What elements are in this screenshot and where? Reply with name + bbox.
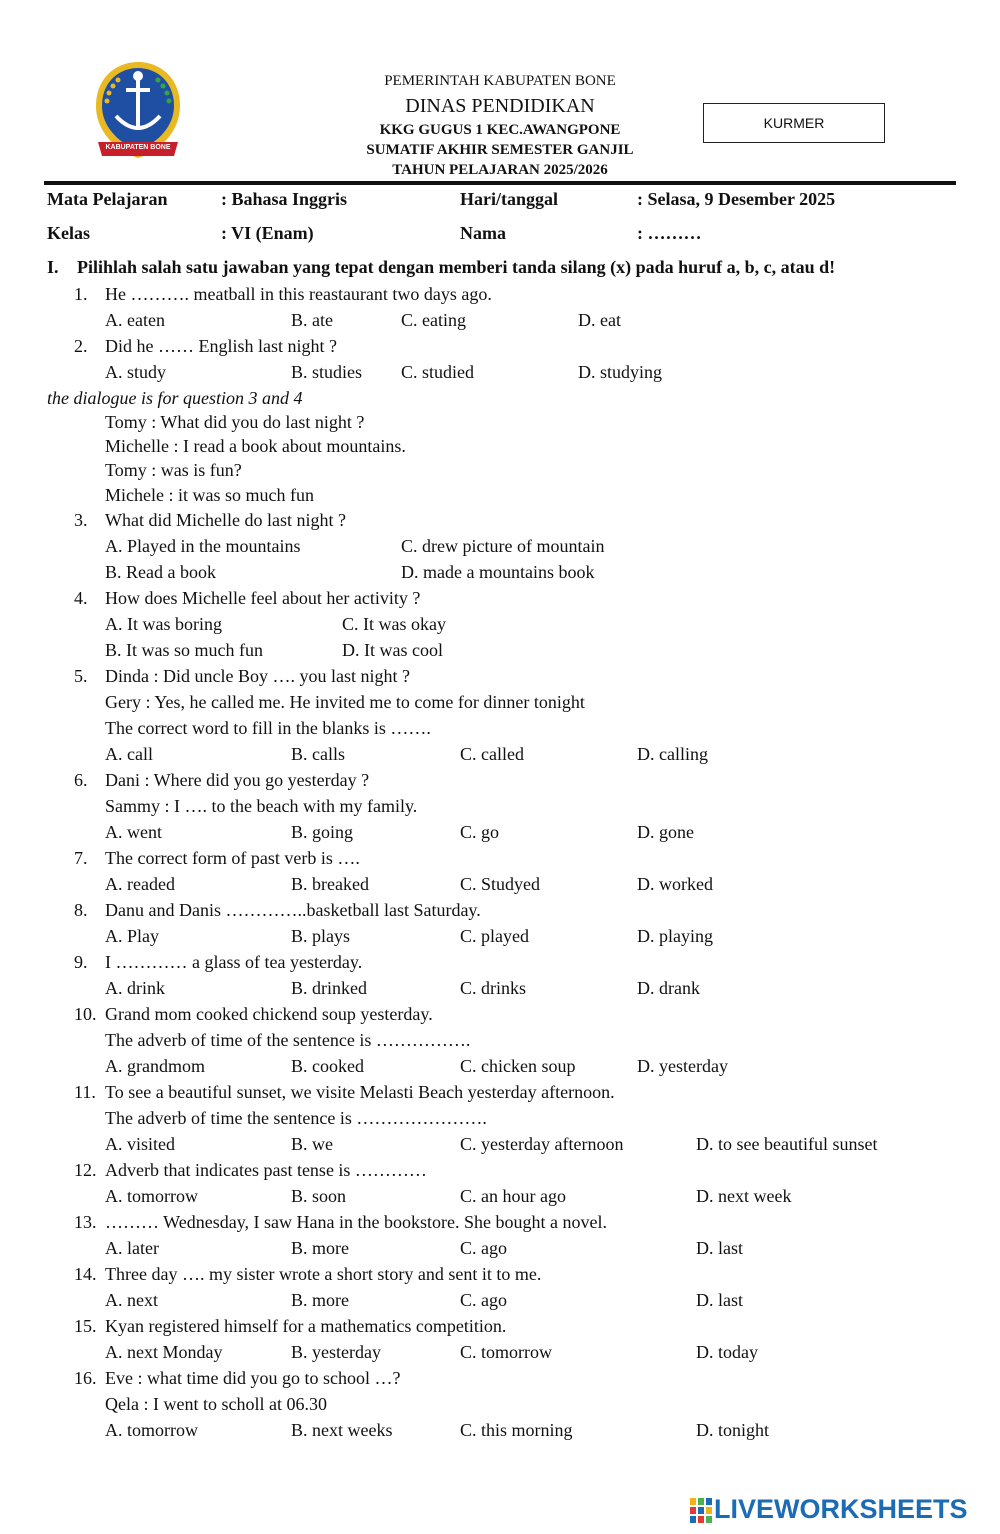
section-instruction bbox=[47, 257, 835, 278]
question-9: 9. I ………… a glass of tea yesterday. bbox=[74, 952, 363, 972]
question-10-options bbox=[0, 1055, 1000, 1077]
header-department: DINAS PENDIDIKAN bbox=[405, 95, 595, 117]
section-number: I. bbox=[47, 257, 59, 277]
question-6-options bbox=[0, 821, 1000, 843]
question-16-line: Qela : I went to scholl at 06.30 bbox=[105, 1394, 327, 1414]
instruction-text: Pilihlah salah satu jawaban yang tepat dengan memberi tanda silang (x) pada huruf a, b, c, atau d! bbox=[77, 257, 836, 277]
option-d[interactable]: D. yesterday bbox=[637, 1056, 728, 1076]
question-6-line: Sammy : I …. to the beach with my family. bbox=[105, 796, 418, 816]
option-a[interactable]: A. went bbox=[105, 822, 162, 842]
question-15-options bbox=[0, 1341, 1000, 1363]
option-d[interactable]: D. calling bbox=[637, 744, 708, 764]
option-d[interactable]: D. eat bbox=[578, 310, 621, 330]
option-b[interactable]: B. we bbox=[291, 1134, 333, 1154]
option-c[interactable]: C. eating bbox=[401, 310, 466, 330]
header-government: PEMERINTAH KABUPATEN BONE bbox=[384, 73, 616, 89]
option-a[interactable]: A. next Monday bbox=[105, 1342, 223, 1362]
header-cluster: KKG GUGUS 1 KEC.AWANGPONE bbox=[379, 122, 621, 138]
option-d[interactable]: D. drank bbox=[637, 978, 700, 998]
subject-value: : Bahasa Inggris bbox=[221, 189, 348, 209]
dialogue-line: Tomy : was is fun? bbox=[105, 460, 242, 480]
option-d[interactable]: D. last bbox=[696, 1290, 743, 1310]
class-value: : VI (Enam) bbox=[221, 223, 314, 243]
option-d[interactable]: D. last bbox=[696, 1238, 743, 1258]
option-a[interactable]: A. later bbox=[105, 1238, 159, 1258]
option-c[interactable]: C. an hour ago bbox=[460, 1186, 566, 1206]
liveworksheets-watermark bbox=[690, 1493, 990, 1527]
question-4-options-row1 bbox=[0, 613, 1000, 635]
option-c[interactable]: C. ago bbox=[460, 1290, 507, 1310]
option-d[interactable]: D. made a mountains book bbox=[401, 562, 595, 582]
option-a[interactable]: A. It was boring bbox=[105, 614, 222, 634]
option-d[interactable]: D. worked bbox=[637, 874, 713, 894]
option-a[interactable]: A. call bbox=[105, 744, 153, 764]
name-field[interactable]: : ……… bbox=[637, 223, 702, 243]
option-a[interactable]: A. next bbox=[105, 1290, 158, 1310]
question-9-options bbox=[0, 977, 1000, 999]
date-label: Hari/tanggal bbox=[460, 189, 558, 209]
dialogue-line: Tomy : What did you do last night ? bbox=[105, 412, 365, 432]
liveworksheets-logo-icon bbox=[690, 1498, 712, 1524]
question-8-options bbox=[0, 925, 1000, 947]
option-b[interactable]: B. next weeks bbox=[291, 1420, 393, 1440]
question-5-line: Gery : Yes, he called me. He invited me to come for dinner tonight bbox=[105, 692, 585, 712]
question-7: 7. The correct form of past verb is …. bbox=[74, 848, 360, 868]
question-10: 10. Grand mom cooked chickend soup yesterday. bbox=[74, 1004, 433, 1024]
option-c[interactable]: C. yesterday afternoon bbox=[460, 1134, 624, 1154]
option-d[interactable]: D. today bbox=[696, 1342, 758, 1362]
question-15: 15. Kyan registered himself for a mathematics competition. bbox=[74, 1316, 507, 1336]
option-a[interactable]: A. Play bbox=[105, 926, 159, 946]
option-a[interactable]: A. visited bbox=[105, 1134, 175, 1154]
question-13: 13. ……… Wednesday, I saw Hana in the bookstore. She bought a novel. bbox=[74, 1212, 607, 1232]
question-5-line: The correct word to fill in the blanks is ……. bbox=[105, 718, 431, 738]
question-11: 11. To see a beautiful sunset, we visite Melasti Beach yesterday afternoon. bbox=[74, 1082, 615, 1102]
question-14: 14. Three day …. my sister wrote a short story and sent it to me. bbox=[74, 1264, 542, 1284]
option-a[interactable]: A. Played in the mountains bbox=[105, 536, 301, 556]
option-d[interactable]: D. playing bbox=[637, 926, 713, 946]
option-b[interactable]: B. breaked bbox=[291, 874, 369, 894]
question-12: 12. Adverb that indicates past tense is ………… bbox=[74, 1160, 427, 1180]
option-d[interactable]: D. to see beautiful sunset bbox=[696, 1134, 878, 1154]
header-exam-title: SUMATIF AKHIR SEMESTER GANJIL bbox=[366, 142, 634, 158]
option-b[interactable]: B. yesterday bbox=[291, 1342, 381, 1362]
option-b[interactable]: B. going bbox=[291, 822, 354, 842]
question-2-options bbox=[0, 361, 1000, 383]
question-3: 3. What did Michelle do last night ? bbox=[74, 510, 346, 530]
option-b[interactable]: B. drinked bbox=[291, 978, 367, 998]
question-12-options bbox=[0, 1185, 1000, 1207]
option-d[interactable]: D. tonight bbox=[696, 1420, 770, 1440]
option-c[interactable]: C. Studyed bbox=[460, 874, 541, 894]
option-d[interactable]: D. studying bbox=[578, 362, 663, 382]
question-1: 1. He ………. meatball in this reastaurant two days ago. bbox=[74, 284, 492, 304]
question-11-line: The adverb of time the sentence is …………………. bbox=[105, 1108, 487, 1128]
option-c[interactable]: C. ago bbox=[460, 1238, 507, 1258]
option-b[interactable]: B. Read a book bbox=[105, 562, 216, 582]
option-a[interactable]: A. tomorrow bbox=[105, 1186, 198, 1206]
option-a[interactable]: A. drink bbox=[105, 978, 165, 998]
option-b[interactable]: B. ate bbox=[291, 310, 333, 330]
option-c[interactable]: C. It was okay bbox=[342, 614, 446, 634]
option-b[interactable]: B. soon bbox=[291, 1186, 347, 1206]
question-6: 6. Dani : Where did you go yesterday ? bbox=[74, 770, 370, 790]
option-a[interactable]: A. study bbox=[105, 362, 167, 382]
question-14-options bbox=[0, 1289, 1000, 1311]
option-d[interactable]: D. gone bbox=[637, 822, 694, 842]
option-a[interactable]: A. readed bbox=[105, 874, 175, 894]
question-5: 5. Dinda : Did uncle Boy …. you last night ? bbox=[74, 666, 410, 686]
option-c[interactable]: C. called bbox=[460, 744, 524, 764]
option-b[interactable]: B. It was so much fun bbox=[105, 640, 263, 660]
header-academic-year: TAHUN PELAJARAN 2025/2026 bbox=[392, 162, 608, 178]
question-16-options bbox=[0, 1419, 1000, 1441]
option-a[interactable]: A. eaten bbox=[105, 310, 165, 330]
subject-label: Mata Pelajaran bbox=[47, 189, 168, 209]
option-c[interactable]: C. played bbox=[460, 926, 529, 946]
header-divider bbox=[44, 181, 956, 185]
question-16: 16. Eve : what time did you go to school …? bbox=[74, 1368, 401, 1388]
question-8: 8. Danu and Danis …………..basketball last Saturday. bbox=[74, 900, 481, 920]
logo-caption: KABUPATEN BONE bbox=[105, 144, 171, 151]
question-11-options bbox=[0, 1133, 1000, 1155]
option-c[interactable]: C. tomorrow bbox=[460, 1342, 552, 1362]
dialogue-note: the dialogue is for question 3 and 4 bbox=[47, 388, 303, 408]
option-d[interactable]: D. next week bbox=[696, 1186, 792, 1206]
option-c[interactable]: C. this morning bbox=[460, 1420, 573, 1440]
dialogue-line: Michele : it was so much fun bbox=[105, 485, 314, 505]
option-b[interactable]: B. plays bbox=[291, 926, 351, 946]
class-label: Kelas bbox=[47, 223, 90, 243]
question-10-line: The adverb of time of the sentence is ……………. bbox=[105, 1030, 471, 1050]
option-d[interactable]: D. It was cool bbox=[342, 640, 443, 660]
watermark-text: LIVEWORKSHEETS bbox=[714, 1494, 968, 1524]
question-2: 2. Did he …… English last night ? bbox=[74, 336, 337, 356]
question-4-options-row2 bbox=[0, 639, 1000, 661]
question-7-options bbox=[0, 873, 1000, 895]
option-b[interactable]: B. calls bbox=[291, 744, 345, 764]
question-4: 4. How does Michelle feel about her activity ? bbox=[74, 588, 421, 608]
question-3-options-row1 bbox=[0, 535, 1000, 557]
question-5-options bbox=[0, 743, 1000, 765]
option-c[interactable]: C. drinks bbox=[460, 978, 527, 998]
dialogue-line: Michelle : I read a book about mountains. bbox=[105, 436, 406, 456]
option-c[interactable]: C. chicken soup bbox=[460, 1056, 576, 1076]
name-label: Nama bbox=[460, 223, 506, 243]
option-b[interactable]: B. more bbox=[291, 1238, 349, 1258]
option-c[interactable]: C. studied bbox=[401, 362, 475, 382]
question-13-options bbox=[0, 1237, 1000, 1259]
option-c[interactable]: C. drew picture of mountain bbox=[401, 536, 605, 556]
option-a[interactable]: A. tomorrow bbox=[105, 1420, 198, 1440]
option-b[interactable]: B. more bbox=[291, 1290, 349, 1310]
question-3-options-row2 bbox=[0, 561, 1000, 583]
option-a[interactable]: A. grandmom bbox=[105, 1056, 205, 1076]
date-value: : Selasa, 9 Desember 2025 bbox=[637, 189, 836, 209]
option-b[interactable]: B. studies bbox=[291, 362, 363, 382]
option-c[interactable]: C. go bbox=[460, 822, 500, 842]
curriculum-badge: KURMER bbox=[703, 103, 885, 143]
option-b[interactable]: B. cooked bbox=[291, 1056, 364, 1076]
question-1-options bbox=[0, 309, 1000, 331]
